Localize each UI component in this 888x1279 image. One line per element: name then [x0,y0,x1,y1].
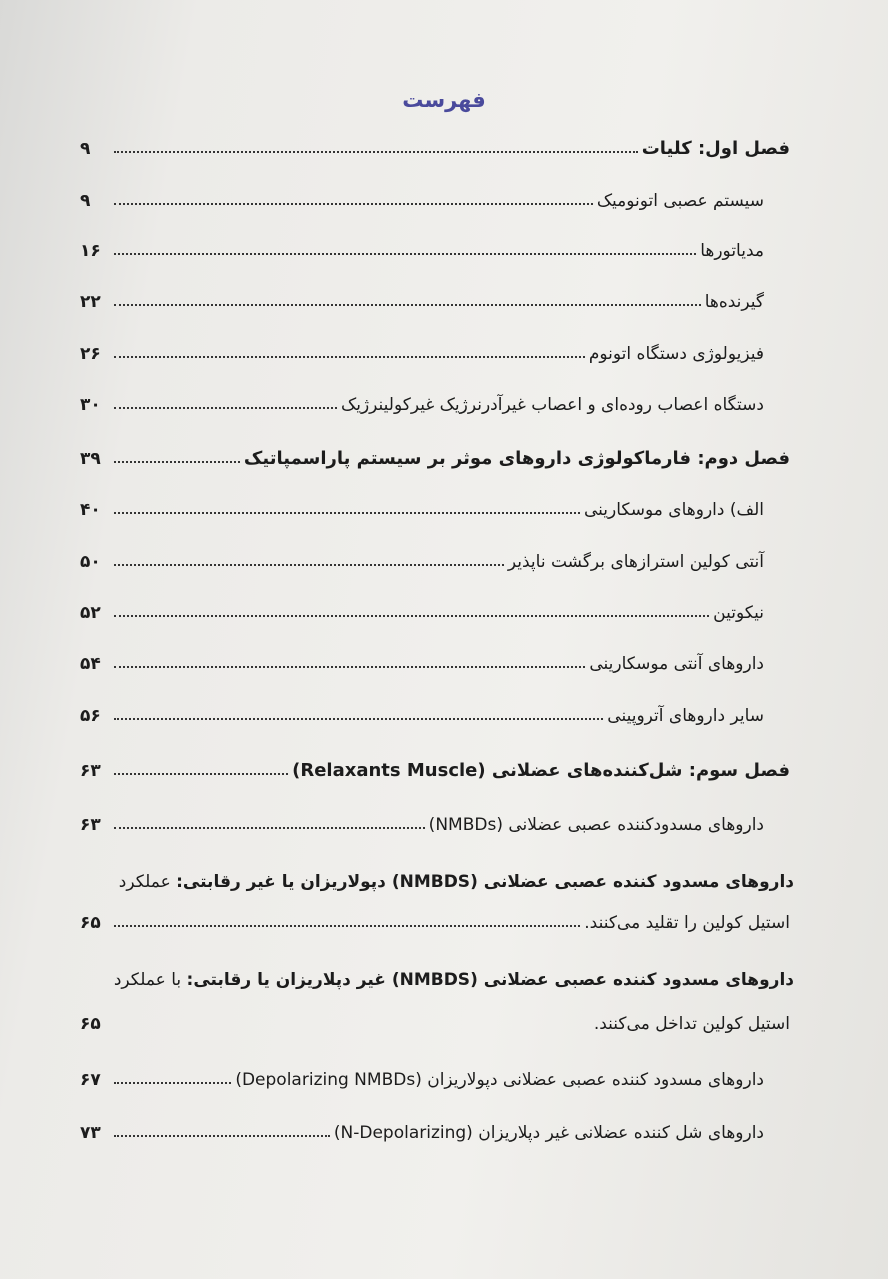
toc-entry-label: مدیاتورها [700,241,764,261]
toc-entry-label: داروهای مسدود کننده عصبی عضلانی دپولاریزان (Depolarizing NMBDs) [235,1070,764,1090]
toc-entry-label: داروهای مسدودکننده عصبی عضلانی (NMBDs) [428,815,764,835]
toc-page-number: ۹ [80,191,91,211]
dot-leader [114,406,337,409]
toc-page-number: ۶۳ [80,815,101,835]
toc-row [80,552,790,572]
toc-entry-label: فصل اول: کلیات [641,138,790,159]
dot-leader [114,355,585,358]
toc-page-number: ۶۵ [80,1014,101,1034]
toc-title: فهرست [402,88,486,112]
dot-leader [114,1081,231,1084]
paragraph-bold-text: داروهای مسدود کننده عصبی عضلانی (NMBDS) دپولاریزان یا غیر رقابتی: [176,872,794,892]
toc-entry-label: استیل کولین تداخل می‌کنند. [593,1014,790,1034]
dot-leader [114,1134,330,1137]
dot-leader [114,1027,590,1028]
toc-row [80,1070,790,1090]
toc-row [80,448,790,469]
toc-row [80,191,790,211]
toc-entry-label: سایر داروهای آتروپینی [607,706,764,726]
dot-leader [114,665,585,668]
toc-row [80,706,790,726]
toc-entry-label: فصل سوم: شل‌کننده‌های عضلانی (Relaxants Muscle) [292,760,790,781]
dot-leader [114,303,701,306]
toc-page-number: ۵۶ [80,706,101,726]
toc-page-number: ۹ [80,139,91,159]
toc-entry-label: نیکوتین [713,603,764,623]
toc-paragraph-entry [80,872,794,892]
toc-entry-label: داروهای آنتی موسکارینی [589,654,764,674]
dot-leader [114,150,638,153]
toc-row [80,344,790,364]
toc-page-number: ۶۳ [80,761,101,781]
toc-entry-label: سیستم عصبی اتونومیک [596,191,764,211]
toc-row [80,603,790,623]
toc-page-number: ۴۰ [80,500,101,520]
toc-entry-label: فیزیولوژی دستگاه اتونوم [588,344,764,364]
dot-leader [114,563,504,566]
toc-paragraph-entry [80,970,794,990]
dot-leader [114,924,580,927]
toc-page-number: ۱۶ [80,241,101,261]
paragraph-bold-text: داروهای مسدود کننده عصبی عضلانی (NMBDS) غیر دپلاریزان یا رقابتی: [186,970,794,990]
toc-row [80,1014,790,1034]
paragraph-normal-text: با عملکرد [113,970,187,990]
toc-entry-label: الف) داروهای موسکارینی [583,500,764,520]
toc-row [80,241,790,261]
toc-row [80,395,790,415]
toc-entry-label: گیرنده‌ها [704,292,764,312]
dot-leader [114,252,696,255]
toc-row [80,500,790,520]
dot-leader [114,202,593,205]
toc-page-number: ۶۷ [80,1070,101,1090]
toc-page-number: ۶۵ [80,913,101,933]
dot-leader [114,511,580,514]
toc-entry-label: آنتی کولین استرازهای برگشت ناپذیر [507,552,764,572]
toc-page-number: ۲۲ [80,292,101,312]
dot-leader [114,772,288,775]
toc-page-number: ۵۲ [80,603,101,623]
toc-entry-label: استیل کولین را تقلید می‌کنند. [584,913,790,933]
toc-row [80,654,790,674]
toc-page-number: ۳۹ [80,449,101,469]
toc-row [80,1123,790,1143]
toc-row [80,760,790,781]
dot-leader [114,460,240,463]
dot-leader [114,826,425,829]
toc-row [80,913,790,933]
toc-row [80,138,790,159]
toc-page-number: ۲۶ [80,344,101,364]
dot-leader [114,614,709,617]
toc-entry-label: داروهای شل کننده عضلانی غیر دپلاریزان (N-Depolarizing) [333,1123,764,1143]
toc-page-number: ۵۴ [80,654,101,674]
toc-entry-label: فصل دوم: فارماکولوژی داروهای موثر بر سیستم پاراسمپاتیک [243,448,790,469]
paragraph-normal-text: عملکرد [118,872,177,892]
toc-page-number: ۵۰ [80,552,101,572]
toc-page-number: ۳۰ [80,395,101,415]
toc-row [80,815,790,835]
toc-page-number: ۷۳ [80,1123,101,1143]
dot-leader [114,717,603,720]
toc-entry-label: دستگاه اعصاب روده‌ای و اعصاب غیرآدرنرژیک غیرکولینرژیک [341,395,764,415]
toc-row [80,292,790,312]
